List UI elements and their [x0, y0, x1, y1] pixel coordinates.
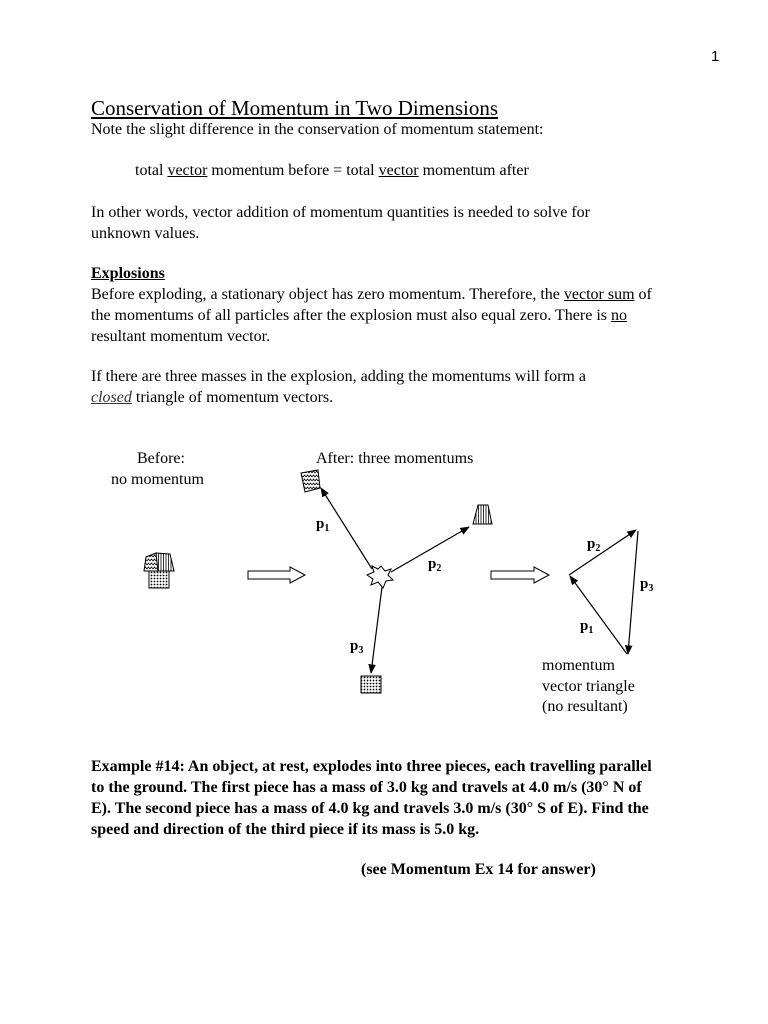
explosions-heading: Explosions: [91, 265, 165, 282]
page-title: Conservation of Momentum in Two Dimensions: [91, 96, 499, 120]
example-line-2: to the ground. The first piece has a mass of 3.0 kg and travels at 4.0 m/s (30° N of: [91, 779, 642, 796]
example-line-4: speed and direction of the third piece if its mass is 5.0 kg.: [91, 821, 480, 838]
triangle-caption-1: momentum: [542, 657, 615, 674]
explosions-line-2-text: the momentums of all particles after the explosion must also equal zero. There is: [91, 307, 611, 324]
page-number: 1: [711, 48, 720, 65]
explosion-star: [367, 566, 393, 588]
statement-part1: total: [135, 162, 168, 179]
example-line-1: Example #14: An object, at rest, explodes into three pieces, each travelling parallel: [91, 758, 652, 775]
conservation-statement: [135, 161, 529, 181]
fragment-2: [473, 505, 492, 524]
explosion-diagram: [0, 430, 768, 730]
after-label: After: three momentums: [316, 450, 474, 467]
triangle-caption-3: (no resultant): [542, 698, 628, 715]
three-masses-line-2-rest: triangle of momentum vectors.: [131, 389, 334, 406]
explosions-line-1-end: of: [634, 286, 652, 303]
explosions-line-2: [91, 305, 652, 326]
explosions-paragraph: [91, 284, 652, 347]
vector-sum-underline: vector sum: [563, 286, 635, 303]
unexploded-object: [144, 553, 174, 588]
three-masses-paragraph: [91, 366, 586, 408]
p2-label: $p_2$: [428, 556, 442, 574]
explosions-line-1: [91, 284, 652, 305]
other-words-paragraph: [91, 202, 590, 244]
statement-part3: momentum after: [418, 162, 529, 179]
explosions-line-3: resultant momentum vector.: [91, 328, 271, 345]
see-answer: (see Momentum Ex 14 for answer): [361, 861, 596, 878]
other-words-line-2: unknown values.: [91, 225, 200, 242]
p3-label: $p_3$: [350, 638, 364, 656]
p1-label: $p_1$: [316, 516, 330, 534]
hollow-arrow-2: [491, 567, 549, 583]
other-words-line-1: In other words, vector addition of momentum quantities is needed to solve for: [91, 204, 590, 221]
triangle-p3-label: $p_3$: [640, 576, 654, 594]
triangle-p1-vector: [570, 576, 627, 654]
before-label-1: Before:: [137, 450, 185, 467]
three-masses-line-1: If there are three masses in the explosion, adding the momentums will form a: [91, 368, 586, 385]
three-masses-line-2: [91, 387, 586, 408]
closed-word: closed: [91, 389, 132, 406]
statement-vector-1: vector: [167, 162, 208, 179]
fragment-3: [361, 676, 381, 693]
statement-part2: momentum before = total: [207, 162, 379, 179]
explosions-line-1-text: Before exploding, a stationary object has zero momentum. Therefore, the: [91, 286, 564, 303]
no-underline: no: [611, 307, 627, 324]
triangle-caption-2: vector triangle: [542, 678, 635, 695]
triangle-p2-label: $p_2$: [587, 536, 601, 554]
example-14: [91, 756, 652, 840]
intro-note: Note the slight difference in the conservation of momentum statement:: [91, 121, 544, 138]
fragment-1: [301, 470, 320, 492]
triangle-p3-vector: [628, 531, 638, 654]
before-label-2: no momentum: [111, 471, 204, 488]
hollow-arrow-1: [248, 567, 305, 583]
triangle-p2-vector: [569, 530, 636, 575]
example-line-3: E). The second piece has a mass of 4.0 kg and travels 3.0 m/s (30° S of E). Find the: [91, 800, 649, 817]
momentum-vector-triangle: [569, 530, 638, 654]
p3-vector: [371, 587, 382, 673]
triangle-p1-label: $p_1$: [580, 618, 594, 636]
statement-vector-2: vector: [378, 162, 419, 179]
